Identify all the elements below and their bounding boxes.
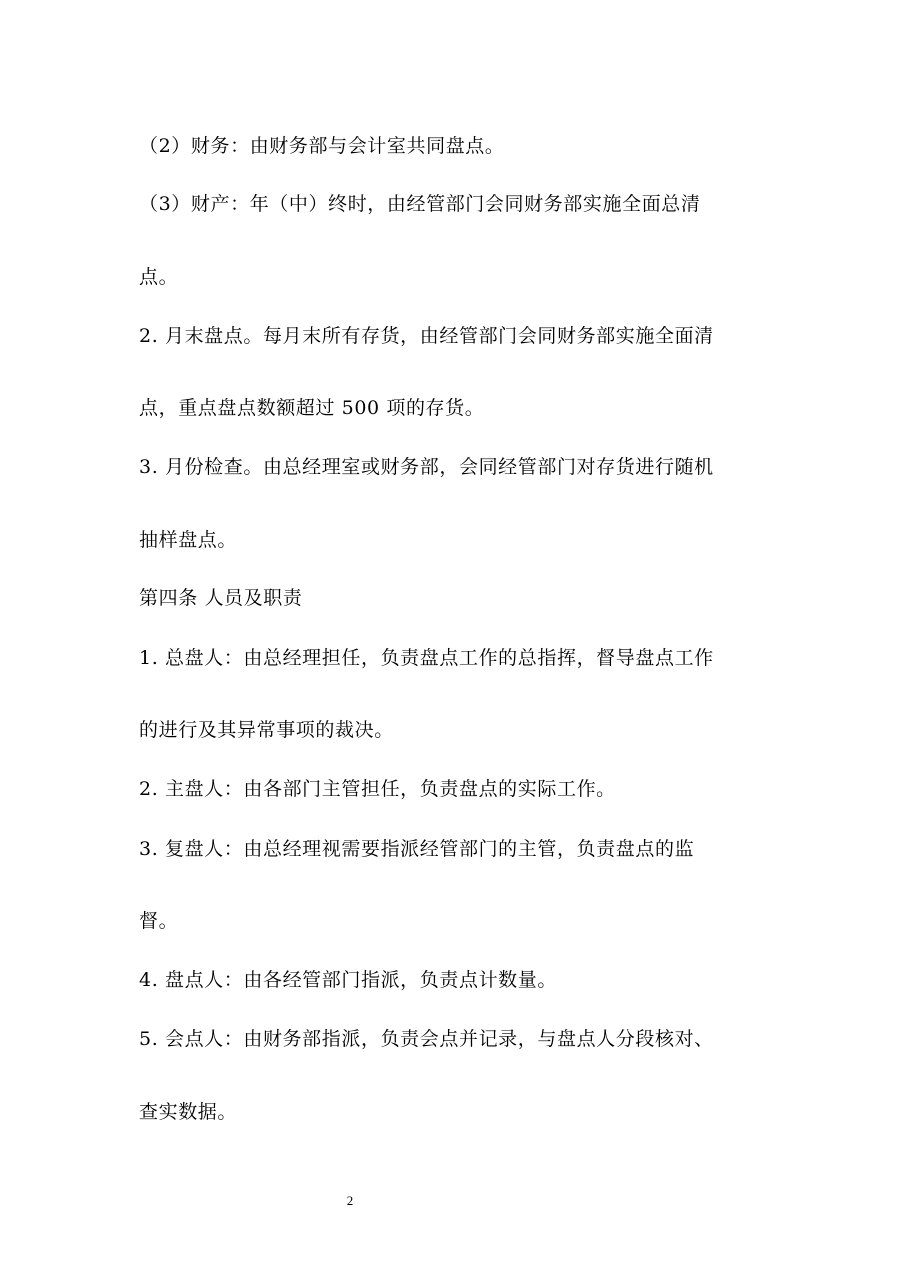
text-line-property: （3）财产：年（中）终时，由经管部门会同财务部实施全面总清 [139, 193, 701, 215]
text-line-co-counter: 5. 会点人：由财务部指派，负责会点并记录，与盘点人分段核对、 [139, 1028, 714, 1050]
text-line-recounter-cont: 督。 [139, 910, 179, 932]
text-line-monthly-count-cont: 点，重点盘点数额超过 500 项的存货。 [139, 397, 485, 419]
text-line-finance: （2）财务：由财务部与会计室共同盘点。 [139, 135, 505, 157]
text-line-main-counter: 2. 主盘人：由各部门主管担任，负责盘点的实际工作。 [139, 778, 616, 800]
text-line-chief-counter: 1. 总盘人：由总经理担任，负责盘点工作的总指挥，督导盘点工作 [139, 647, 714, 669]
text-line-recounter: 3. 复盘人：由总经理视需要指派经管部门的主管，负责盘点的监 [139, 838, 695, 860]
page-number: 2 [346, 1193, 354, 1208]
text-line-property-cont: 点。 [139, 266, 179, 288]
text-line-co-counter-cont: 查实数据。 [139, 1101, 238, 1123]
text-line-monthly-check: 3. 月份检查。由总经理室或财务部，会同经管部门对存货进行随机 [139, 456, 714, 478]
text-line-counter: 4. 盘点人：由各经管部门指派，负责点计数量。 [139, 969, 557, 991]
text-line-chief-counter-cont: 的进行及其异常事项的裁决。 [139, 719, 394, 741]
text-line-monthly-count: 2. 月末盘点。每月末所有存货，由经管部门会同财务部实施全面清 [139, 325, 714, 347]
text-line-monthly-check-cont: 抽样盘点。 [139, 529, 238, 551]
section-heading-article-four: 第四条 人员及职责 [139, 587, 303, 609]
